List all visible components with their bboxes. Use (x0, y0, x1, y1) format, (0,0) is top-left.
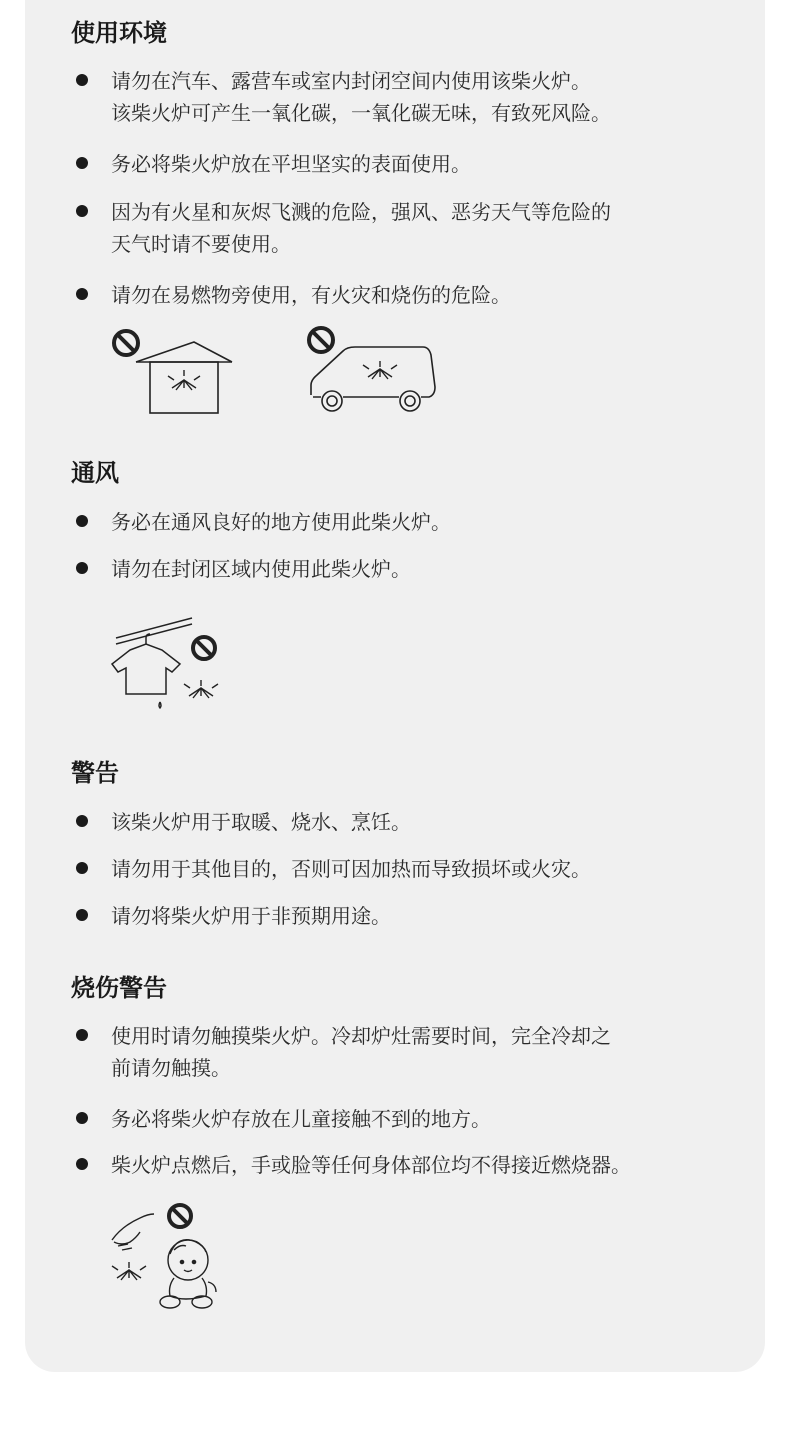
list-item (71, 65, 741, 129)
list-item (71, 1020, 741, 1084)
item-text: 请勿在汽车、露营车或室内封闭空间内使用该柴火炉。 (111, 69, 591, 93)
fire-icon (184, 680, 218, 698)
bullet-icon (76, 1158, 88, 1170)
prohibition-icon (193, 637, 215, 659)
item-text: 务必在通风良好的地方使用此柴火炉。 (111, 510, 451, 534)
item-text: 请勿在易燃物旁使用，有火灾和烧伤的危险。 (111, 283, 511, 307)
fire-icon (112, 1262, 146, 1280)
house-icon (136, 342, 232, 413)
item-text: 柴火炉点燃后，手或脸等任何身体部位均不得接近燃烧器。 (111, 1153, 631, 1177)
bullet-icon (76, 562, 88, 574)
bullet-icon (76, 862, 88, 874)
list-item (71, 196, 741, 260)
list-item (71, 148, 741, 180)
list-item (71, 1149, 741, 1181)
child-hand-figure (108, 1198, 228, 1313)
item-text: 务必将柴火炉放在平坦坚实的表面使用。 (111, 152, 471, 176)
bullet-icon (76, 515, 88, 527)
item-text: 使用时请勿触摸柴火炉。冷却炉灶需要时间，完全冷却之 (111, 1024, 611, 1048)
item-text: 请勿在封闭区域内使用此柴火炉。 (111, 557, 411, 581)
shirt-icon (112, 644, 180, 708)
bullet-icon (76, 909, 88, 921)
fire-icon (363, 361, 397, 379)
heading-ventilation: 通风 (71, 459, 119, 487)
list-item (71, 806, 741, 838)
bullet-icon (76, 1029, 88, 1041)
hand-icon (112, 1214, 154, 1250)
item-text: 该柴火炉用于取暖、烧水、烹饪。 (111, 810, 411, 834)
clothesline-figure (110, 614, 230, 714)
car-icon (311, 347, 435, 411)
bullet-icon (76, 157, 88, 169)
clothesline-icon (116, 618, 192, 644)
list-item (71, 279, 741, 311)
prohibition-icon (309, 328, 333, 352)
item-text: 请勿将柴火炉用于非预期用途。 (111, 904, 391, 928)
prohibition-icon (169, 1205, 191, 1227)
item-text: 该柴火炉可产生一氧化碳，一氧化碳无味，有致死风险。 (111, 101, 611, 125)
house-figure (110, 326, 240, 416)
heading-burn-warning: 烧伤警告 (71, 974, 167, 1002)
child-icon (160, 1240, 216, 1308)
car-figure (305, 325, 440, 420)
bullet-icon (76, 1112, 88, 1124)
bullet-icon (76, 815, 88, 827)
list-item (71, 853, 741, 885)
bullet-icon (76, 288, 88, 300)
list-item (71, 506, 741, 538)
fire-icon (168, 370, 200, 390)
heading-warning: 警告 (71, 759, 119, 787)
prohibition-icon (114, 331, 138, 355)
list-item (71, 900, 741, 932)
item-text: 请勿用于其他目的，否则可因加热而导致损坏或火灾。 (111, 857, 591, 881)
heading-usage-environment: 使用环境 (71, 19, 167, 47)
bullet-icon (76, 205, 88, 217)
list-item (71, 553, 741, 585)
item-text: 天气时请不要使用。 (111, 232, 291, 256)
bullet-icon (76, 74, 88, 86)
item-text: 务必将柴火炉存放在儿童接触不到的地方。 (111, 1107, 491, 1131)
list-item (71, 1103, 741, 1135)
item-text: 因为有火星和灰烬飞溅的危险，强风、恶劣天气等危险的 (111, 200, 611, 224)
item-text: 前请勿触摸。 (111, 1056, 231, 1080)
